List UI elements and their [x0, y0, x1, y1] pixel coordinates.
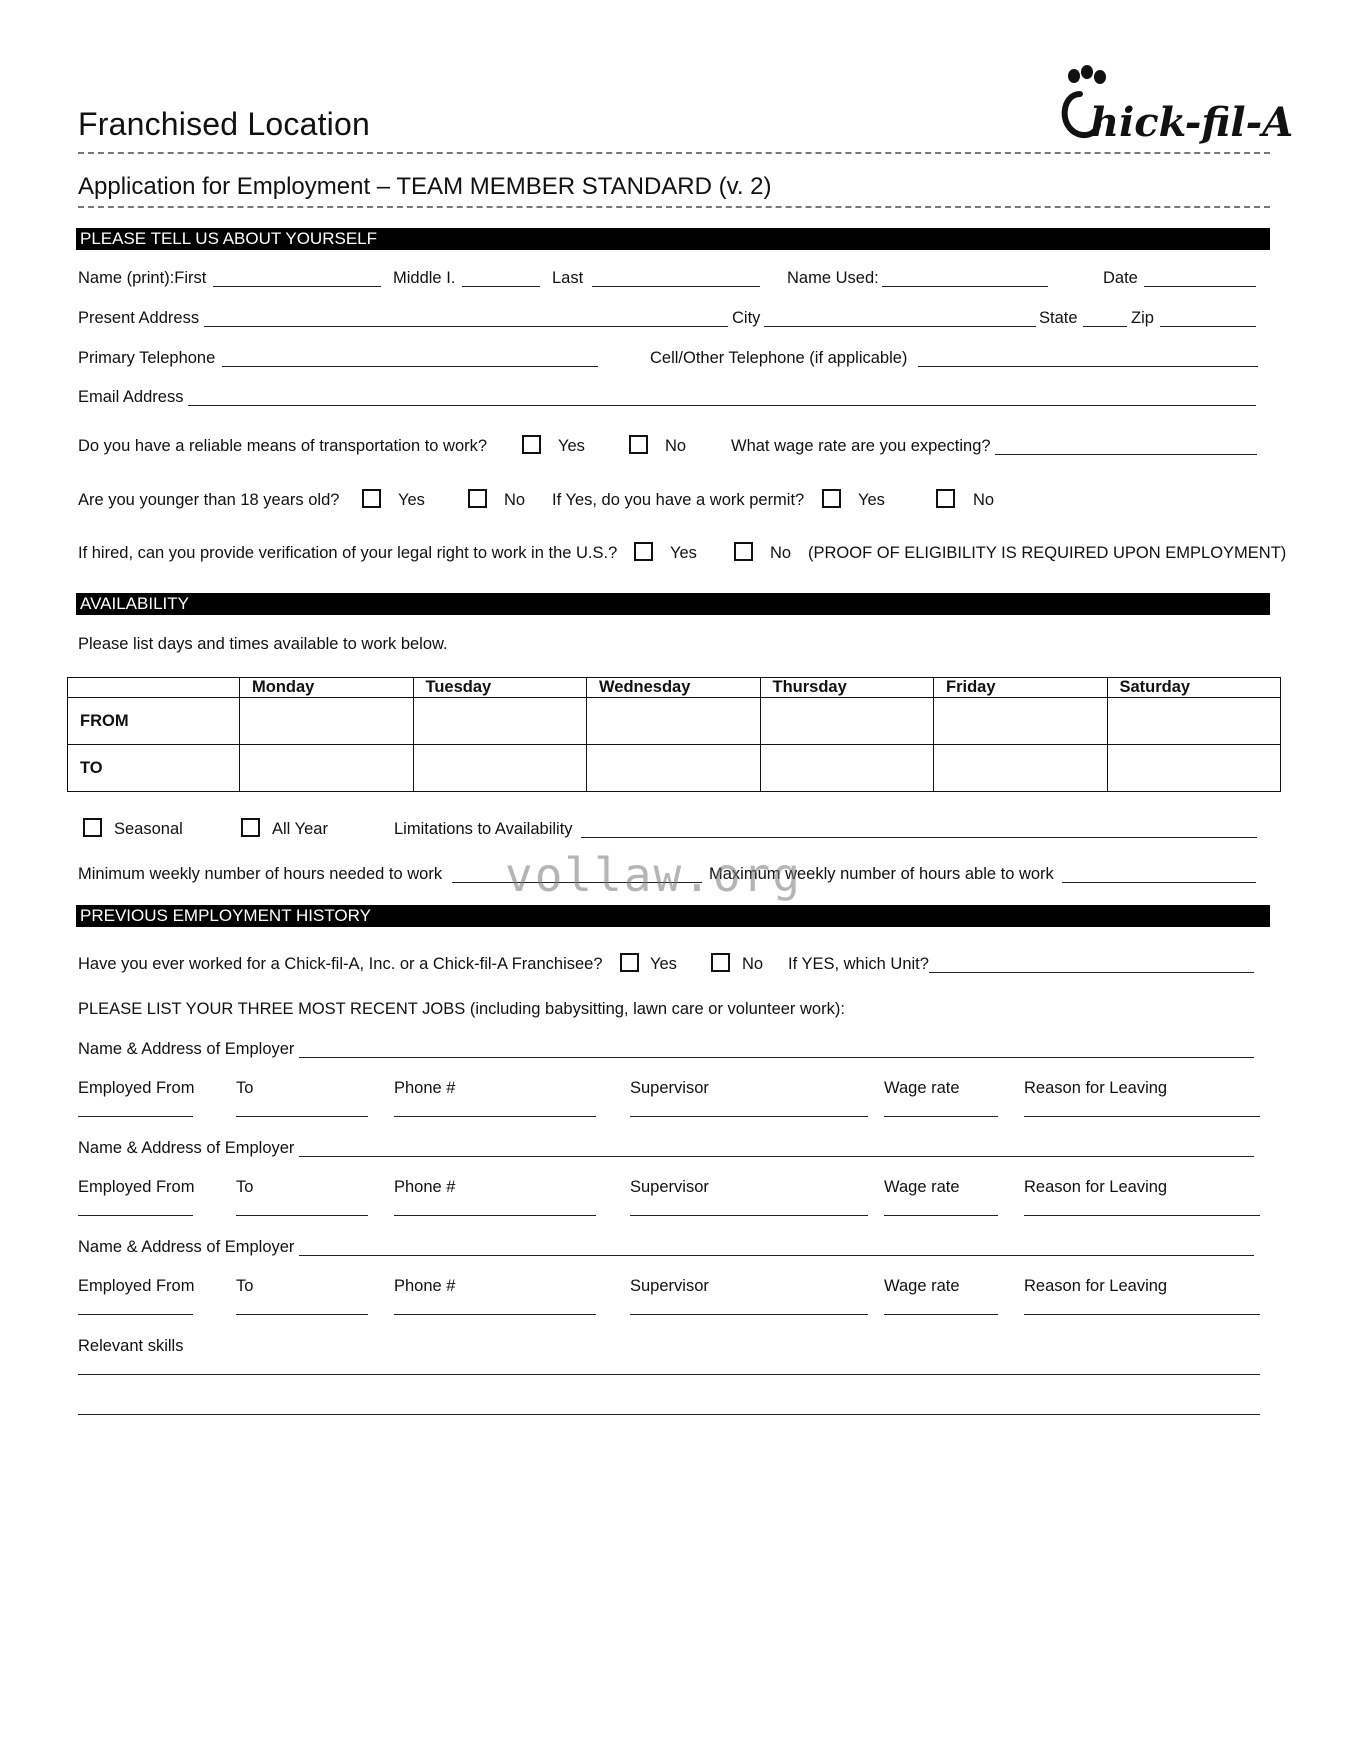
permit-no-checkbox[interactable]	[936, 489, 955, 508]
job-3-employed-from-field[interactable]	[78, 1314, 193, 1315]
from-tuesday-cell[interactable]	[413, 698, 587, 745]
job-2-reason-field[interactable]	[1024, 1215, 1260, 1216]
transportation-no-label: No	[665, 437, 687, 455]
job-2-supervisor-label: Supervisor	[630, 1178, 709, 1196]
present-address-field[interactable]	[204, 326, 728, 327]
cell-telephone-label: Cell/Other Telephone (if applicable)	[650, 349, 908, 367]
day-header-wednesday: Wednesday	[587, 678, 761, 698]
job-2-phone-field[interactable]	[394, 1215, 596, 1216]
subtitle-divider	[78, 206, 1270, 208]
seasonal-label: Seasonal	[114, 820, 183, 838]
verification-no-label: No	[770, 544, 792, 562]
all-year-label: All Year	[272, 820, 328, 838]
primary-telephone-label: Primary Telephone	[78, 349, 216, 367]
employer-2-field[interactable]	[299, 1156, 1254, 1157]
age-no-checkbox[interactable]	[468, 489, 487, 508]
job-1-to-field[interactable]	[236, 1116, 368, 1117]
job-2-reason-label: Reason for Leaving	[1024, 1178, 1168, 1196]
transportation-yes-label: Yes	[558, 437, 585, 455]
which-unit-label: If YES, which Unit?	[788, 955, 929, 973]
from-friday-cell[interactable]	[934, 698, 1108, 745]
limitations-label: Limitations to Availability	[394, 820, 573, 838]
wage-field[interactable]	[995, 454, 1257, 455]
section-header-availability: AVAILABILITY	[76, 593, 1270, 615]
middle-initial-label: Middle I.	[393, 269, 456, 287]
date-field[interactable]	[1144, 286, 1256, 287]
limitations-field[interactable]	[581, 837, 1257, 838]
date-label: Date	[1103, 269, 1138, 287]
chick-fil-a-logo	[1060, 66, 1294, 156]
job-1-reason-label: Reason for Leaving	[1024, 1079, 1168, 1097]
skills-line-2[interactable]	[78, 1414, 1260, 1415]
employer-1-label: Name & Address of Employer	[78, 1040, 295, 1058]
header-divider	[78, 152, 1270, 154]
first-name-field[interactable]	[213, 286, 381, 287]
watermark: vollaw.org	[505, 848, 802, 902]
employer-2-label: Name & Address of Employer	[78, 1139, 295, 1157]
job-2-phone-label: Phone #	[394, 1178, 456, 1196]
to-friday-cell[interactable]	[934, 745, 1108, 792]
permit-no-label: No	[973, 491, 995, 509]
to-saturday-cell[interactable]	[1107, 745, 1281, 792]
from-thursday-cell[interactable]	[760, 698, 934, 745]
verification-yes-label: Yes	[670, 544, 697, 562]
row-label-from: FROM	[68, 698, 240, 745]
max-hours-label: Maximum weekly number of hours able to work	[709, 865, 1054, 883]
job-3-phone-label: Phone #	[394, 1277, 456, 1295]
verification-question: If hired, can you provide verification of your legal right to work in the U.S.?	[78, 544, 618, 562]
state-label: State	[1039, 309, 1078, 327]
job-3-phone-field[interactable]	[394, 1314, 596, 1315]
city-field[interactable]	[764, 326, 1036, 327]
page-title: Franchised Location	[78, 106, 370, 142]
zip-field[interactable]	[1160, 326, 1256, 327]
to-wednesday-cell[interactable]	[587, 745, 761, 792]
table-corner	[68, 678, 240, 698]
job-1-wage-label: Wage rate	[884, 1079, 960, 1097]
list-jobs-instructions: PLEASE LIST YOUR THREE MOST RECENT JOBS (including babysitting, lawn care or volunteer work):	[78, 1000, 845, 1018]
job-2-wage-field[interactable]	[884, 1215, 998, 1216]
permit-yes-label: Yes	[858, 491, 885, 509]
job-2-wage-label: Wage rate	[884, 1178, 960, 1196]
name-used-label: Name Used:	[787, 269, 879, 287]
availability-instructions: Please list days and times available to work below.	[78, 635, 448, 653]
to-tuesday-cell[interactable]	[413, 745, 587, 792]
job-3-wage-field[interactable]	[884, 1314, 998, 1315]
job-1-supervisor-field[interactable]	[630, 1116, 868, 1117]
job-3-employed-from-label: Employed From	[78, 1277, 195, 1295]
from-saturday-cell[interactable]	[1107, 698, 1281, 745]
job-3-to-label: To	[236, 1277, 254, 1295]
state-field[interactable]	[1083, 326, 1127, 327]
job-1-to-label: To	[236, 1079, 254, 1097]
last-name-field[interactable]	[592, 286, 760, 287]
max-hours-field[interactable]	[1062, 882, 1256, 883]
transportation-yes-checkbox[interactable]	[522, 435, 541, 454]
zip-label: Zip	[1131, 309, 1154, 327]
email-label: Email Address	[78, 388, 184, 406]
job-1-wage-field[interactable]	[884, 1116, 998, 1117]
job-2-supervisor-field[interactable]	[630, 1215, 868, 1216]
worked-no-checkbox[interactable]	[711, 953, 730, 972]
day-header-thursday: Thursday	[760, 678, 934, 698]
job-2-to-label: To	[236, 1178, 254, 1196]
transportation-no-checkbox[interactable]	[629, 435, 648, 454]
section-header-history: PREVIOUS EMPLOYMENT HISTORY	[76, 905, 1270, 927]
relevant-skills-label: Relevant skills	[78, 1337, 184, 1355]
permit-yes-checkbox[interactable]	[822, 489, 841, 508]
employer-1-field[interactable]	[299, 1057, 1254, 1058]
job-3-supervisor-field[interactable]	[630, 1314, 868, 1315]
last-name-label: Last	[552, 269, 584, 287]
verification-yes-checkbox[interactable]	[634, 542, 653, 561]
job-1-employed-from-label: Employed From	[78, 1079, 195, 1097]
job-2-to-field[interactable]	[236, 1215, 368, 1216]
job-1-reason-field[interactable]	[1024, 1116, 1260, 1117]
proof-note: (PROOF OF ELIGIBILITY IS REQUIRED UPON EMPLOYMENT)	[808, 544, 1287, 562]
verification-no-checkbox[interactable]	[734, 542, 753, 561]
day-header-tuesday: Tuesday	[413, 678, 587, 698]
age-no-label: No	[504, 491, 526, 509]
primary-telephone-field[interactable]	[222, 366, 598, 367]
which-unit-field[interactable]	[929, 972, 1254, 973]
work-permit-question: If Yes, do you have a work permit?	[552, 491, 805, 509]
from-wednesday-cell[interactable]	[587, 698, 761, 745]
to-monday-cell[interactable]	[240, 745, 414, 792]
seasonal-checkbox[interactable]	[83, 818, 102, 837]
form-subtitle: Application for Employment – TEAM MEMBER STANDARD (v. 2)	[78, 173, 772, 200]
all-year-checkbox[interactable]	[241, 818, 260, 837]
from-monday-cell[interactable]	[240, 698, 414, 745]
day-header-saturday: Saturday	[1107, 678, 1281, 698]
job-2-employed-from-label: Employed From	[78, 1178, 195, 1196]
first-name-label: Name (print):First	[78, 269, 207, 287]
worked-yes-label: Yes	[650, 955, 677, 973]
job-3-reason-field[interactable]	[1024, 1314, 1260, 1315]
job-2-employed-from-field[interactable]	[78, 1215, 193, 1216]
job-3-supervisor-label: Supervisor	[630, 1277, 709, 1295]
row-label-to: TO	[68, 745, 240, 792]
worked-before-question: Have you ever worked for a Chick-fil-A, Inc. or a Chick-fil-A Franchisee?	[78, 955, 603, 973]
day-header-friday: Friday	[934, 678, 1108, 698]
middle-initial-field[interactable]	[462, 286, 540, 287]
job-3-to-field[interactable]	[236, 1314, 368, 1315]
worked-no-label: No	[742, 955, 764, 973]
day-header-monday: Monday	[240, 678, 414, 698]
worked-yes-checkbox[interactable]	[620, 953, 639, 972]
city-label: City	[732, 309, 761, 327]
employer-3-label: Name & Address of Employer	[78, 1238, 295, 1256]
svg-text:hick-fil-A: hick-fil-A	[1090, 99, 1294, 146]
availability-table	[67, 677, 1281, 792]
employer-3-field[interactable]	[299, 1255, 1254, 1256]
present-address-label: Present Address	[78, 309, 200, 327]
name-used-field[interactable]	[882, 286, 1048, 287]
job-3-wage-label: Wage rate	[884, 1277, 960, 1295]
transportation-question: Do you have a reliable means of transportation to work?	[78, 437, 488, 455]
job-1-employed-from-field[interactable]	[78, 1116, 193, 1117]
job-3-reason-label: Reason for Leaving	[1024, 1277, 1168, 1295]
job-1-supervisor-label: Supervisor	[630, 1079, 709, 1097]
age-yes-label: Yes	[398, 491, 425, 509]
job-1-phone-field[interactable]	[394, 1116, 596, 1117]
age-question: Are you younger than 18 years old?	[78, 491, 340, 509]
email-field[interactable]	[188, 405, 1256, 406]
to-thursday-cell[interactable]	[760, 745, 934, 792]
job-1-phone-label: Phone #	[394, 1079, 456, 1097]
min-hours-label: Minimum weekly number of hours needed to work	[78, 865, 443, 883]
cell-telephone-field[interactable]	[918, 366, 1258, 367]
age-yes-checkbox[interactable]	[362, 489, 381, 508]
skills-line-1[interactable]	[78, 1374, 1260, 1375]
wage-question: What wage rate are you expecting?	[731, 437, 991, 455]
section-header-about: PLEASE TELL US ABOUT YOURSELF	[76, 228, 1270, 250]
